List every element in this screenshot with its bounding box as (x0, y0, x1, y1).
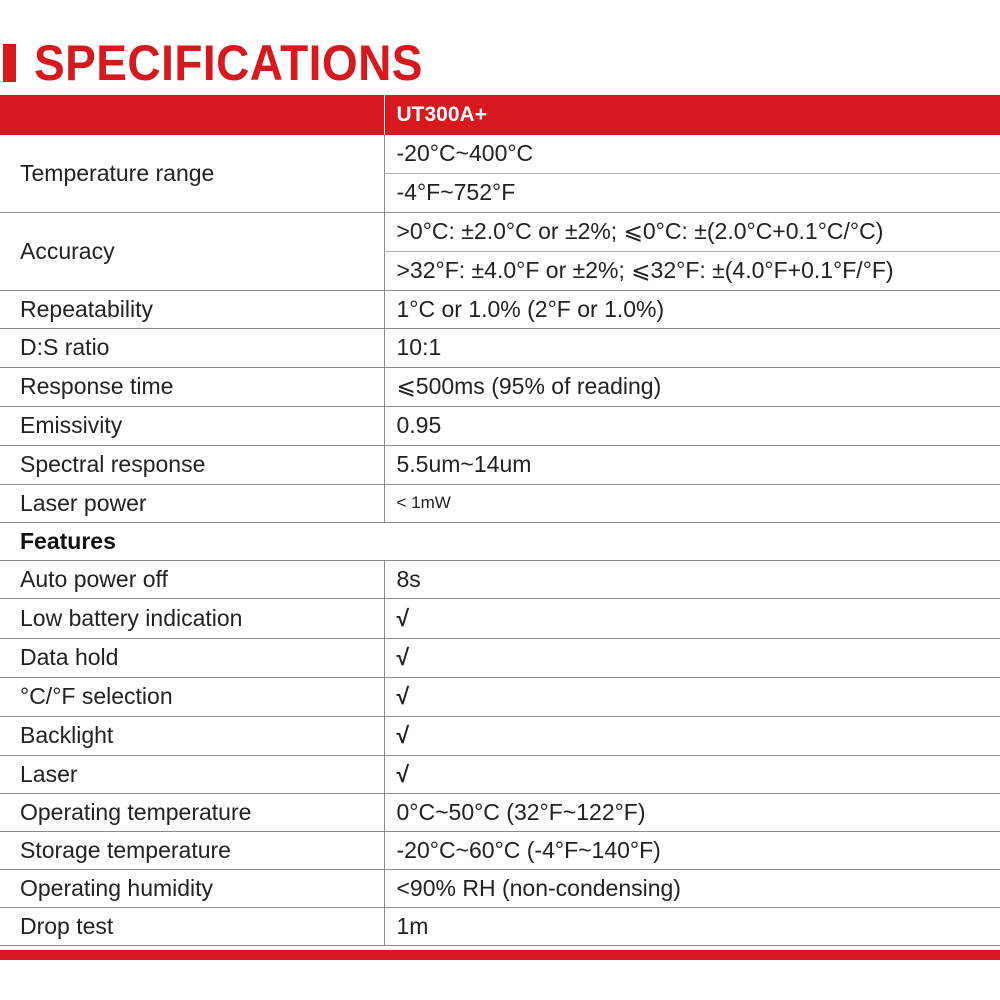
spec-value: ⩽500ms (95% of reading) (384, 367, 1000, 406)
feature-label: Operating temperature (0, 793, 384, 831)
feature-label: Drop test (0, 907, 384, 945)
check-mark-icon: √ (384, 638, 1000, 677)
feature-label: Data hold (0, 638, 384, 677)
spec-label: Emissivity (0, 406, 384, 445)
table-row (0, 598, 1000, 638)
check-mark-icon: √ (384, 677, 1000, 716)
table-row (0, 367, 1000, 406)
accuracy-fahrenheit: >32°F: ±4.0°F or ±2%; ⩽32°F: ±(4.0°F+0.1°F/°F) (384, 251, 1000, 290)
page-title: SPECIFICATIONS (34, 35, 423, 91)
features-heading: Features (0, 522, 1000, 560)
check-mark-icon: √ (384, 755, 1000, 793)
table-row (0, 716, 1000, 755)
table-row (0, 755, 1000, 793)
table-row (0, 290, 1000, 328)
check-mark-icon: √ (384, 598, 1000, 638)
feature-label: Operating humidity (0, 869, 384, 907)
feature-value: 0°C~50°C (32°F~122°F) (384, 793, 1000, 831)
table-row (0, 484, 1000, 522)
spec-value: 5.5um~14um (384, 445, 1000, 484)
feature-label: Low battery indication (0, 598, 384, 638)
specifications-table (0, 95, 1000, 946)
table-row (0, 793, 1000, 831)
table-row (0, 328, 1000, 367)
table-row (0, 677, 1000, 716)
feature-label: Auto power off (0, 560, 384, 598)
features-heading-row (0, 522, 1000, 560)
title-accent-bar (3, 44, 16, 82)
model-name: UT300A+ (384, 95, 1000, 135)
feature-value: 1m (384, 907, 1000, 945)
table-row (0, 135, 1000, 173)
table-row (0, 212, 1000, 251)
spec-label: Laser power (0, 484, 384, 522)
spec-label: Spectral response (0, 445, 384, 484)
feature-label: Backlight (0, 716, 384, 755)
feature-value: -20°C~60°C (-4°F~140°F) (384, 831, 1000, 869)
feature-label: Storage temperature (0, 831, 384, 869)
table-row (0, 406, 1000, 445)
spec-label: D:S ratio (0, 328, 384, 367)
spec-value: 10:1 (384, 328, 1000, 367)
temperature-range-fahrenheit: -4°F~752°F (384, 173, 1000, 212)
table-row (0, 560, 1000, 598)
spec-value: < 1mW (384, 484, 1000, 522)
spec-value: 0.95 (384, 406, 1000, 445)
table-row (0, 869, 1000, 907)
table-row (0, 907, 1000, 945)
spec-label: Response time (0, 367, 384, 406)
accuracy-label: Accuracy (0, 212, 384, 290)
accuracy-celsius: >0°C: ±2.0°C or ±2%; ⩽0°C: ±(2.0°C+0.1°C/°C) (384, 212, 1000, 251)
table-header-row (0, 95, 1000, 135)
spec-value: 1°C or 1.0% (2°F or 1.0%) (384, 290, 1000, 328)
feature-label: Laser (0, 755, 384, 793)
temperature-range-celsius: -20°C~400°C (384, 135, 1000, 173)
spec-label: Repeatability (0, 290, 384, 328)
table-row (0, 831, 1000, 869)
check-mark-icon: √ (384, 716, 1000, 755)
feature-value: 8s (384, 560, 1000, 598)
table-row (0, 445, 1000, 484)
feature-label: °C/°F selection (0, 677, 384, 716)
footer-accent-bar (0, 950, 1000, 960)
feature-value: <90% RH (non-condensing) (384, 869, 1000, 907)
table-row (0, 638, 1000, 677)
temperature-range-label: Temperature range (0, 135, 384, 212)
header-empty-cell (0, 95, 384, 135)
